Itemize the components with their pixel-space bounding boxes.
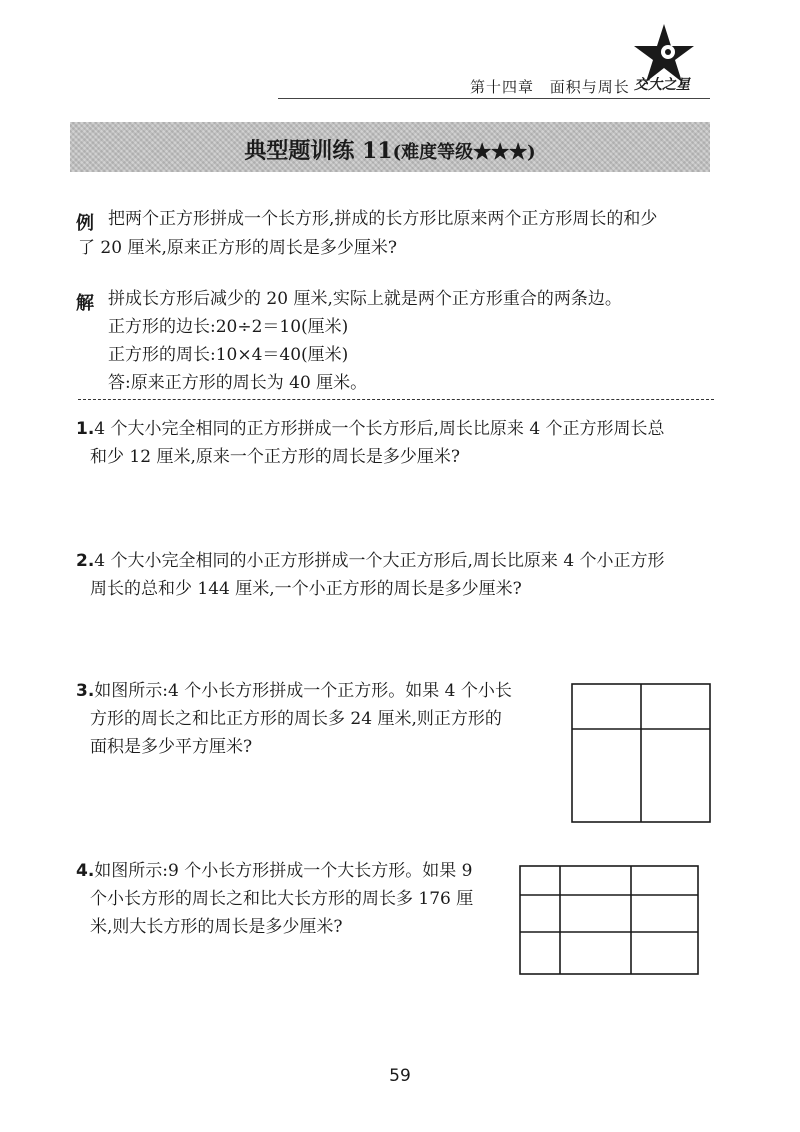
- header-divider: [278, 98, 710, 99]
- question-4-line-3: 米,则大长方形的周长是多少厘米?: [90, 917, 343, 937]
- question-1-line-1: [76, 415, 665, 443]
- example-line-1: 把两个正方形拼成一个长方形,拼成的长方形比原来两个正方形周长的和少: [108, 209, 658, 229]
- question-2-line-2: 周长的总和少 144 厘米,一个小正方形的周长是多少厘米?: [90, 579, 522, 599]
- banner-subtitle: (难度等级★★★): [392, 142, 536, 163]
- section-banner: [70, 122, 710, 172]
- question-3-number: 3.: [76, 681, 95, 701]
- figure-4-outer-rect: [520, 866, 698, 974]
- question-1-text-1: 4 个大小完全相同的正方形拼成一个长方形后,周长比原来 4 个正方形周长总: [94, 419, 665, 439]
- solution-label: 解: [76, 293, 94, 314]
- chapter-header: [470, 76, 640, 97]
- figure-nine-rectangles: [519, 865, 699, 975]
- question-3-text-1: 如图所示:4 个小长方形拼成一个正方形。如果 4 个小长: [94, 681, 512, 701]
- solution-line-2: 正方形的边长:20÷2＝10(厘米): [108, 317, 349, 337]
- page-number: 59: [389, 1066, 411, 1086]
- example-line-2: 了 20 厘米,原来正方形的周长是多少厘米?: [78, 238, 397, 258]
- question-2-line-1: [76, 547, 665, 575]
- question-3-line-3: 面积是多少平方厘米?: [90, 737, 253, 757]
- solution-line-3: 正方形的周长:10×4＝40(厘米): [108, 345, 349, 365]
- example-label: 例: [76, 213, 94, 234]
- question-2-number: 2.: [76, 551, 95, 571]
- question-4-line-2: 个小长方形的周长之和比大长方形的周长多 176 厘: [90, 889, 474, 909]
- topic-label: 面积与周长: [549, 78, 630, 96]
- question-4-number: 4.: [76, 861, 95, 881]
- question-3-line-2: 方形的周长之和比正方形的周长多 24 厘米,则正方形的: [90, 709, 502, 729]
- brand-label: 交大之星: [634, 77, 690, 93]
- solution-line-4: 答:原来正方形的周长为 40 厘米。: [108, 373, 368, 393]
- question-4-line-1: [76, 857, 472, 885]
- chapter-label: 第十四章: [470, 78, 535, 96]
- question-2-text-1: 4 个大小完全相同的小正方形拼成一个大正方形后,周长比原来 4 个小正方形: [94, 551, 665, 571]
- solution-line-1: 拼成长方形后减少的 20 厘米,实际上就是两个正方形重合的两条边。: [108, 289, 622, 309]
- question-4-text-1: 如图所示:9 个小长方形拼成一个大长方形。如果 9: [94, 861, 473, 881]
- figure-four-rectangles: [571, 683, 711, 823]
- question-1-number: 1.: [76, 419, 95, 439]
- question-3-line-1: [76, 677, 512, 705]
- banner-title: 典型题训练 11: [244, 138, 393, 164]
- question-1-line-2: 和少 12 厘米,原来一个正方形的周长是多少厘米?: [90, 447, 460, 467]
- banner-title-row: [70, 134, 710, 165]
- section-divider: [78, 399, 714, 400]
